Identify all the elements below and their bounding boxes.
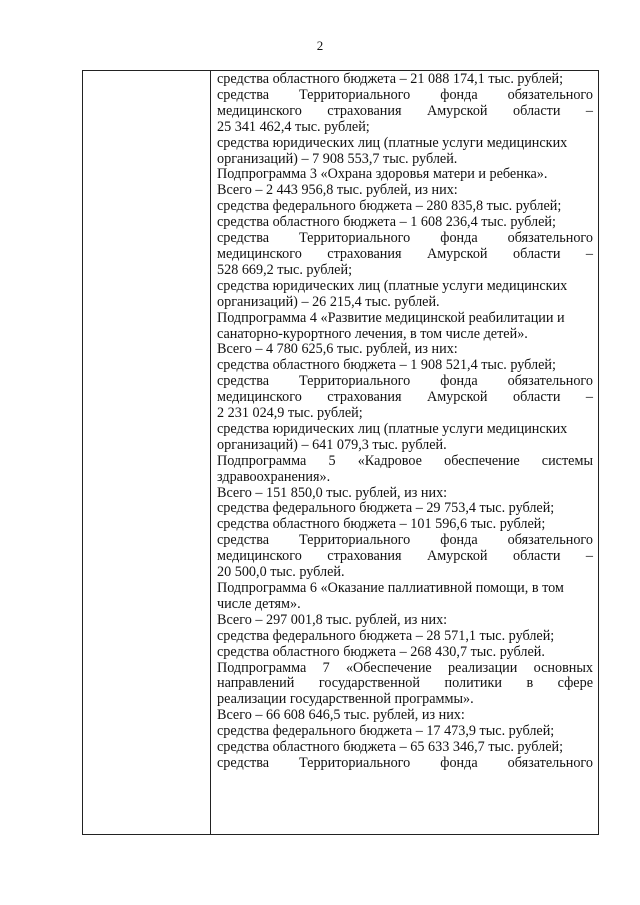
text-word: Амурской [426, 389, 488, 406]
text-word: медицинского [217, 389, 302, 406]
text-word: политики [444, 675, 502, 692]
text-line: средства федерального бюджета – 17 473,9 тыс. рублей; [217, 723, 555, 740]
text-line: Всего – 4 780 625,6 тыс. рублей, из них: [217, 341, 458, 358]
text-word: обеспечение [444, 452, 520, 469]
text-word: медицинского [217, 548, 302, 565]
text-word: страхования [327, 389, 402, 406]
text-line: средства юридических лиц (платные услуги медицинских [217, 277, 568, 294]
text-word: 7 [322, 659, 330, 676]
text-word: Территориального [299, 754, 411, 771]
text-line [217, 454, 593, 470]
text-word: направлений [217, 675, 295, 692]
text-word: области [512, 389, 561, 406]
text-line: организаций) – 7 908 553,7 тыс. рублей. [217, 150, 458, 167]
text-line: средства областного бюджета – 1 608 236,4 тыс. рублей; [217, 214, 556, 231]
text-word: сфере [557, 675, 593, 692]
text-word: Амурской [426, 548, 488, 565]
text-line [217, 374, 593, 390]
text-word: реализации [448, 659, 518, 676]
text-line: организаций) – 641 079,3 тыс. рублей. [217, 436, 447, 453]
text-word: обязательного [507, 230, 593, 247]
text-line [217, 247, 593, 263]
text-line: 25 341 462,4 тыс. рублей; [217, 118, 370, 135]
text-line: средства федерального бюджета – 28 571,1 тыс. рублей; [217, 627, 555, 644]
text-line [217, 231, 593, 247]
text-word: государственной [318, 675, 420, 692]
text-line [217, 88, 593, 104]
text-word: фонда [440, 532, 478, 549]
text-word: Территориального [299, 373, 411, 390]
text-word: области [512, 245, 561, 262]
text-word: обязательного [507, 86, 593, 103]
text-line: Подпрограмма 3 «Охрана здоровья матери и ребенка». [217, 166, 548, 183]
text-line: Всего – 2 443 956,8 тыс. рублей, из них: [217, 182, 458, 199]
text-line [217, 676, 593, 692]
text-word: «Кадровое [357, 452, 422, 469]
text-word: Территориального [299, 230, 411, 247]
text-word: медицинского [217, 245, 302, 262]
text-word: «Обеспечение [345, 659, 432, 676]
text-word: – [585, 548, 593, 565]
text-line [217, 104, 593, 120]
table-right-cell [217, 72, 593, 772]
text-word: средства [217, 230, 270, 247]
text-line: Подпрограмма 6 «Оказание паллиативной помощи, в том [217, 580, 564, 596]
text-word: страхования [327, 102, 402, 119]
text-word: 5 [328, 452, 336, 469]
text-word: средства [217, 86, 270, 103]
text-line [217, 661, 593, 677]
text-line: реализации государственной программы». [217, 691, 474, 708]
text-word: средства [217, 754, 270, 771]
text-word: фонда [440, 86, 478, 103]
text-line [217, 533, 593, 549]
text-line: средства областного бюджета – 268 430,7 тыс. рублей. [217, 643, 545, 660]
text-line: организаций) – 26 215,4 тыс. рублей. [217, 293, 440, 310]
text-line: средства федерального бюджета – 29 753,4 тыс. рублей; [217, 500, 555, 517]
text-word: средства [217, 373, 270, 390]
text-line: Всего – 297 001,8 тыс. рублей, из них: [217, 611, 448, 628]
page-number: 2 [316, 38, 324, 53]
text-word: – [585, 102, 593, 119]
text-line: санаторно-курортного лечения, в том числе детей». [217, 325, 528, 342]
text-line: средства федерального бюджета – 280 835,8 тыс. рублей; [217, 198, 562, 215]
document-table [82, 70, 599, 835]
text-word: Территориального [299, 532, 411, 549]
text-word: медицинского [217, 102, 302, 119]
text-word: Амурской [426, 245, 488, 262]
table-left-cell [83, 71, 211, 834]
text-word: фонда [440, 373, 478, 390]
text-line [217, 756, 593, 772]
text-line: Подпрограмма 4 «Развитие медицинской реабилитации и [217, 309, 565, 326]
text-line: здравоохранения». [217, 468, 331, 485]
text-word: страхования [327, 548, 402, 565]
text-word: в [526, 675, 534, 692]
text-line: средства областного бюджета – 1 908 521,4 тыс. рублей; [217, 357, 556, 374]
text-line: 2 231 024,9 тыс. рублей; [217, 405, 363, 422]
text-line: средства областного бюджета – 21 088 174,1 тыс. рублей; [217, 71, 564, 87]
text-word: Подпрограмма [217, 659, 307, 676]
text-line: средства юридических лиц (платные услуги медицинских [217, 134, 568, 151]
text-word: обязательного [507, 754, 593, 771]
text-line: числе детям». [217, 595, 301, 612]
text-word: фонда [440, 754, 478, 771]
text-line: Всего – 151 850,0 тыс. рублей, из них: [217, 484, 448, 501]
text-line [217, 549, 593, 565]
text-word: фонда [440, 230, 478, 247]
text-line: 20 500,0 тыс. рублей. [217, 564, 345, 581]
text-word: Подпрограмма [217, 452, 307, 469]
text-word: страхования [327, 245, 402, 262]
text-line: Всего – 66 608 646,5 тыс. рублей, из них: [217, 707, 465, 724]
text-line: средства юридических лиц (платные услуги медицинских [217, 420, 568, 437]
text-word: средства [217, 532, 270, 549]
text-word: – [585, 245, 593, 262]
text-line: средства областного бюджета – 65 633 346,7 тыс. рублей; [217, 739, 564, 756]
text-word: области [512, 548, 561, 565]
text-word: Территориального [299, 86, 411, 103]
text-line: средства областного бюджета – 101 596,6 тыс. рублей; [217, 516, 546, 533]
text-line: 528 669,2 тыс. рублей; [217, 261, 353, 278]
text-word: Амурской [426, 102, 488, 119]
text-word: обязательного [507, 532, 593, 549]
text-word: – [585, 389, 593, 406]
text-word: системы [541, 452, 593, 469]
text-word: обязательного [507, 373, 593, 390]
text-word: основных [533, 659, 593, 676]
text-word: области [512, 102, 561, 119]
text-line [217, 390, 593, 406]
